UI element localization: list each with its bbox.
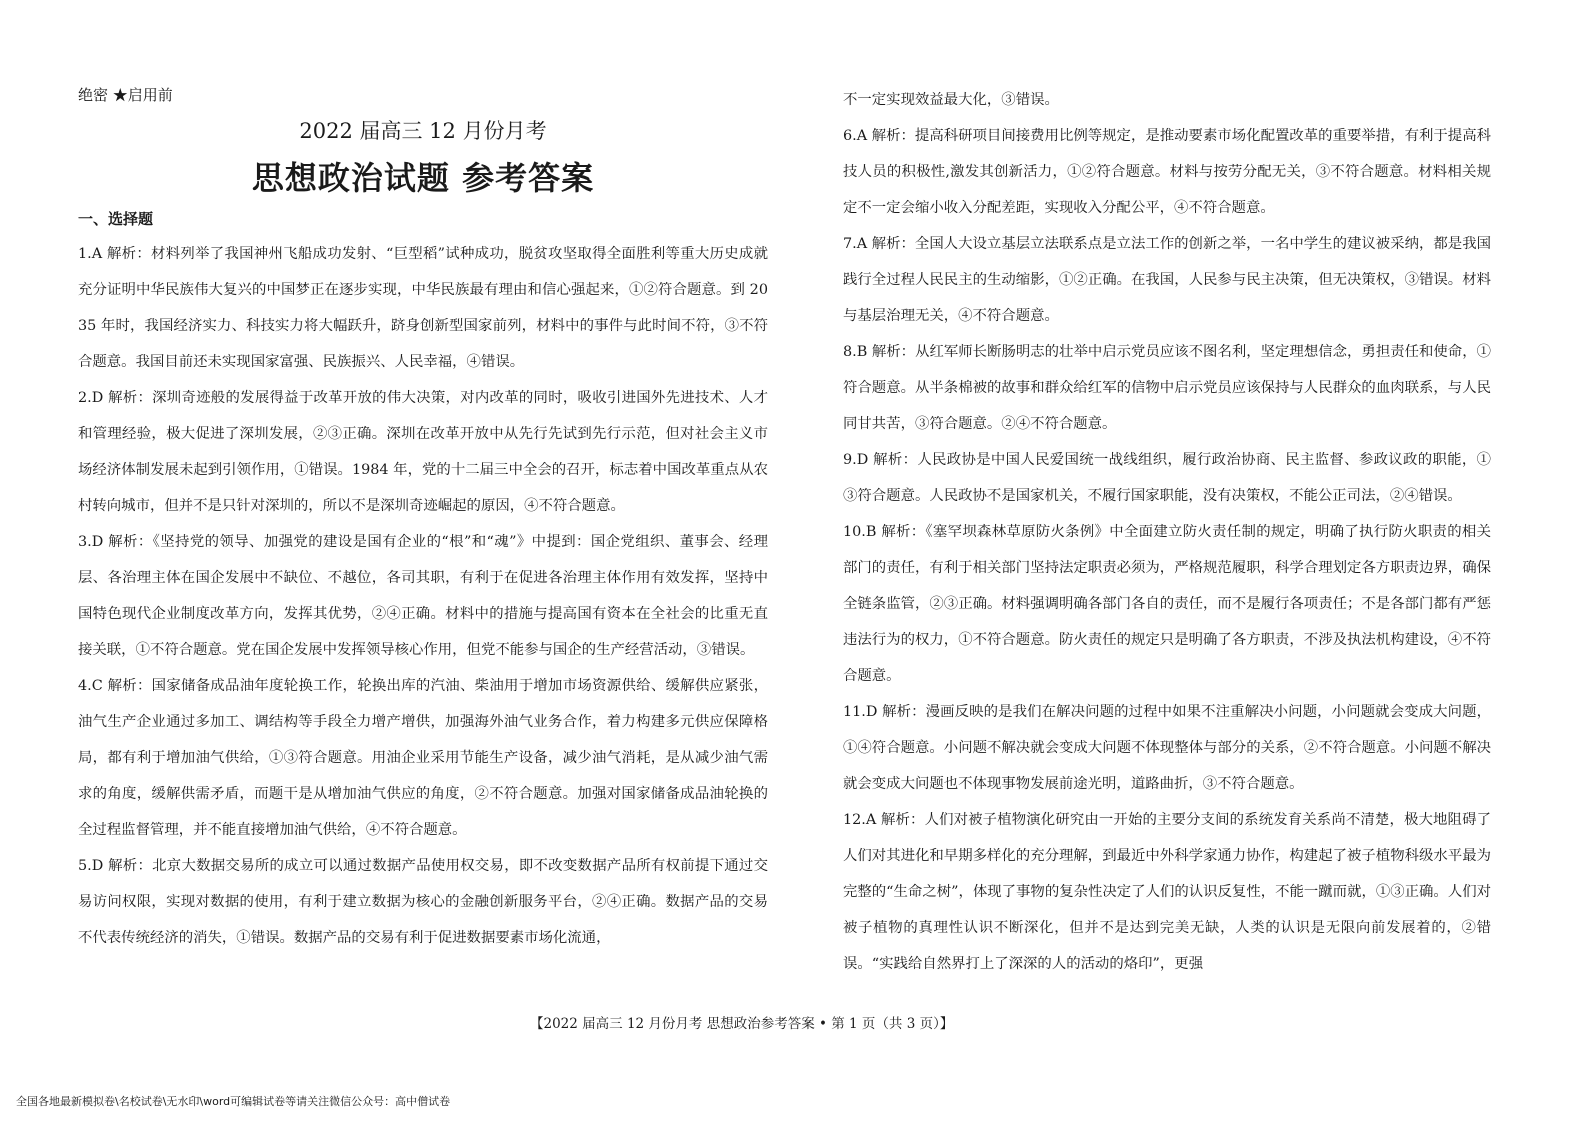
section-heading: 一、选择题	[78, 210, 154, 228]
answer-paragraph: 8.B 解析：从红军师长断肠明志的壮举中启示党员应该不图名利，坚定理想信念，勇担责任和使命，①符合题意。从半条棉被的故事和群众给红军的信物中启示党员应该保持与人民群众的血肉联系，与人民同甘共苦，③符合题意。②④不符合题意。	[843, 344, 1491, 432]
answer-paragraph: 不一定实现效益最大化，③错误。	[843, 92, 1059, 108]
bottom-note: 全国各地最新模拟卷\名校试卷\无水印\word可编辑试卷等请关注微信公众号：高中僧试卷	[16, 1095, 451, 1108]
right-column	[843, 82, 1491, 982]
answer-paragraph: 3.D 解析：《坚持党的领导、加强党的建设是国有企业的“根”和“魂”》中提到：国企党组织、董事会、经理层、各治理主体在国企发展中不缺位、不越位，各司其职，有利于在促进各治理主体作用有效发挥，坚持中国特色现代企业制度改革方向，发挥其优势，②④正确。材料中的措施与提高国有资本在全社会的比重无直接关联，①不符合题意。党在国企发展中发挥领导核心作用，但党不能参与国企的生产经营活动，③错误。	[78, 534, 768, 658]
answer-paragraph: 1.A 解析：材料列举了我国神州飞船成功发射、“巨型稻”试种成功，脱贫攻坚取得全面胜利等重大历史成就充分证明中华民族伟大复兴的中国梦正在逐步实现，中华民族最有理由和信心强起来，①②符合题意。到 2035 年时，我国经济实力、科技实力将大幅跃升，跻身创新型国家前列，材料中的事件与此时间不符，③不符合题意。我国目前还未实现国家富强、民族振兴、人民幸福，④错误。	[78, 246, 768, 370]
answer-paragraph: 10.B 解析：《塞罕坝森林草原防火条例》中全面建立防火责任制的规定，明确了执行防火职责的相关部门的责任，有利于相关部门坚持法定职责必须为，严格规范履职，科学合理划定各方职责边界，确保全链条监管，②③正确。材料强调明确各部门各自的责任，而不是履行各项责任；不是各部门都有严惩违法行为的权力，①不符合题意。防火责任的规定只是明确了各方职责，不涉及执法机构建设，④不符合题意。	[843, 524, 1491, 684]
answer-paragraph: 2.D 解析：深圳奇迹般的发展得益于改革开放的伟大决策，对内改革的同时，吸收引进国外先进技术、人才和管理经验，极大促进了深圳发展，②③正确。深圳在改革开放中从先行先试到先行示范，但对社会主义市场经济体制发展未起到引领作用，①错误。1984 年，党的十二届三中全会的召开，标志着中国改革重点从农村转向城市，但并不是只针对深圳的，所以不是深圳奇迹崛起的原因，④不符合题意。	[78, 390, 768, 514]
answer-paragraph: 6.A 解析：提高科研项目间接费用比例等规定，是推动要素市场化配置改革的重要举措，有利于提高科技人员的积极性,激发其创新活力，①②符合题意。材料与按劳分配无关，③不符合题意。材料相关规定不一定会缩小收入分配差距，实现收入分配公平，④不符合题意。	[843, 128, 1491, 216]
answer-paragraph: 9.D 解析：人民政协是中国人民爱国统一战线组织，履行政治协商、民主监督、参政议政的职能，①③符合题意。人民政协不是国家机关，不履行国家职能，没有决策权，不能公正司法，②④错误。	[843, 452, 1491, 504]
answer-paragraph: 11.D 解析：漫画反映的是我们在解决问题的过程中如果不注重解决小问题，小问题就会变成大问题，①④符合题意。小问题不解决就会变成大问题不体现整体与部分的关系，②不符合题意。小问题不解决就会变成大问题也不体现事物发展前途光明，道路曲折，③不符合题意。	[843, 704, 1491, 792]
page-title: 思想政治试题 参考答案	[251, 159, 595, 197]
page-footer: 【2022 届高三 12 月份月考 思想政治参考答案 • 第 1 页（共 3 页）】	[530, 1016, 954, 1032]
answer-paragraph: 5.D 解析：北京大数据交易所的成立可以通过数据产品使用权交易，即不改变数据产品所有权前提下通过交易访问权限，实现对数据的使用，有利于建立数据为核心的金融创新服务平台，②④正确。数据产品的交易不代表传统经济的消失，①错误。数据产品的交易有利于促进数据要素市场化流通，	[78, 858, 768, 946]
answer-paragraph: 12.A 解析：人们对被子植物演化研究由一开始的主要分支间的系统发育关系尚不清楚，极大地阻碍了人们对其进化和早期多样化的充分理解，到最近中外科学家通力协作，构建起了被子植物科级水平最为完整的“生命之树”，体现了事物的复杂性决定了人们的认识反复性，不能一蹴而就，①③正确。人们对被子植物的真理性认识不断深化，但并不是达到完美无缺，人类的认识是无限向前发展着的，②错误。“实践给自然界打上了深深的人的活动的烙印”，更强	[843, 812, 1491, 972]
secret-label: 绝密 ★启用前	[78, 86, 173, 104]
answer-paragraph: 7.A 解析：全国人大设立基层立法联系点是立法工作的创新之举，一名中学生的建议被采纳，都是我国践行全过程人民民主的生动缩影，①②正确。在我国，人民参与民主决策，但无决策权，③错误。材料与基层治理无关，④不符合题意。	[843, 236, 1491, 324]
answer-paragraph: 4.C 解析：国家储备成品油年度轮换工作，轮换出库的汽油、柴油用于增加市场资源供给、缓解供应紧张，油气生产企业通过多加工、调结构等手段全力增产增供，加强海外油气业务合作，着力构建多元供应保障格局，都有利于增加油气供给，①③符合题意。用油企业采用节能生产设备，减少油气消耗，是从减少油气需求的角度，缓解供需矛盾，而题干是从增加油气供应的角度，②不符合题意。加强对国家储备成品油轮换的全过程监督管理，并不能直接增加油气供给，④不符合题意。	[78, 678, 768, 838]
exam-subtitle: 2022 届高三 12 月份月考	[299, 119, 547, 143]
left-column	[78, 236, 768, 956]
